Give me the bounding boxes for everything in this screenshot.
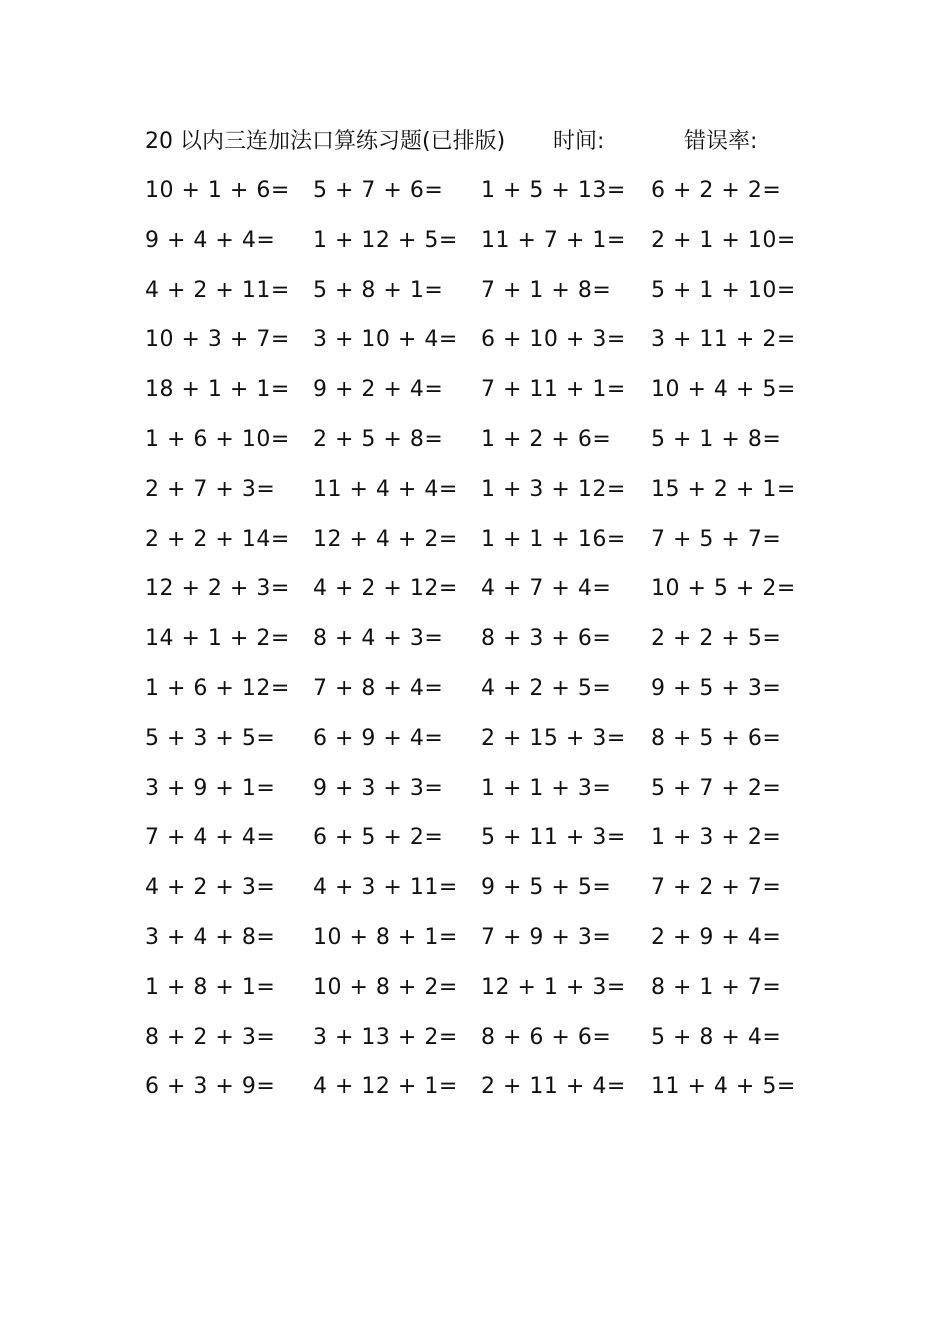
problem-cell: 7 + 4 + 4= bbox=[145, 825, 276, 851]
problem-row bbox=[145, 421, 785, 471]
problem-cell: 5 + 11 + 3= bbox=[481, 825, 626, 851]
problem-cell: 8 + 1 + 7= bbox=[651, 974, 782, 1000]
problem-cell: 7 + 1 + 8= bbox=[481, 277, 612, 303]
problem-cell: 4 + 2 + 11= bbox=[145, 277, 290, 303]
problem-cell: 5 + 7 + 2= bbox=[651, 775, 782, 801]
problem-cell: 3 + 13 + 2= bbox=[313, 1024, 458, 1050]
problem-cell: 6 + 3 + 9= bbox=[145, 1074, 276, 1100]
problem-cell: 4 + 2 + 5= bbox=[481, 675, 612, 701]
problem-cell: 4 + 2 + 12= bbox=[313, 576, 458, 602]
problem-cell: 4 + 3 + 11= bbox=[313, 875, 458, 901]
problem-cell: 4 + 12 + 1= bbox=[313, 1074, 458, 1100]
problem-cell: 5 + 3 + 5= bbox=[145, 725, 276, 751]
problem-cell: 1 + 12 + 5= bbox=[313, 227, 458, 253]
problem-cell: 2 + 2 + 5= bbox=[651, 626, 782, 652]
problem-row bbox=[145, 1019, 785, 1069]
problem-cell: 1 + 6 + 12= bbox=[145, 675, 290, 701]
problem-cell: 8 + 3 + 6= bbox=[481, 626, 612, 652]
problem-cell: 18 + 1 + 1= bbox=[145, 377, 290, 403]
problem-row bbox=[145, 620, 785, 670]
problem-row bbox=[145, 172, 785, 222]
problem-cell: 5 + 8 + 4= bbox=[651, 1024, 782, 1050]
problem-grid bbox=[145, 172, 796, 1118]
problem-cell: 1 + 5 + 13= bbox=[481, 178, 626, 203]
problem-cell: 8 + 5 + 6= bbox=[651, 725, 782, 751]
problem-cell: 6 + 2 + 2= bbox=[651, 178, 782, 203]
problem-cell: 9 + 3 + 3= bbox=[313, 775, 444, 801]
problem-row bbox=[145, 1068, 796, 1118]
problem-cell: 15 + 2 + 1= bbox=[651, 476, 796, 502]
problem-cell: 2 + 11 + 4= bbox=[481, 1074, 626, 1100]
problem-cell: 4 + 2 + 3= bbox=[145, 875, 276, 901]
problem-cell: 2 + 1 + 10= bbox=[651, 227, 796, 253]
problem-row bbox=[145, 570, 796, 620]
problem-cell: 11 + 4 + 4= bbox=[313, 476, 458, 502]
problem-cell: 5 + 7 + 6= bbox=[313, 178, 444, 203]
problem-cell: 10 + 8 + 2= bbox=[313, 974, 458, 1000]
problem-cell: 1 + 1 + 3= bbox=[481, 775, 612, 801]
problem-row bbox=[145, 969, 785, 1019]
problem-cell: 7 + 2 + 7= bbox=[651, 875, 782, 901]
problem-cell: 1 + 8 + 1= bbox=[145, 974, 276, 1000]
problem-cell: 1 + 3 + 12= bbox=[481, 476, 626, 502]
problem-cell: 5 + 1 + 10= bbox=[651, 277, 796, 303]
problem-cell: 2 + 5 + 8= bbox=[313, 426, 444, 452]
problem-cell: 6 + 9 + 4= bbox=[313, 725, 444, 751]
problem-cell: 2 + 15 + 3= bbox=[481, 725, 626, 751]
problem-cell: 8 + 2 + 3= bbox=[145, 1024, 276, 1050]
problem-cell: 12 + 1 + 3= bbox=[481, 974, 626, 1000]
problem-row bbox=[145, 321, 796, 371]
problem-row bbox=[145, 919, 785, 969]
problem-row bbox=[145, 819, 785, 869]
problem-cell: 9 + 5 + 3= bbox=[651, 675, 782, 701]
problem-row bbox=[145, 272, 796, 322]
problem-row bbox=[145, 371, 796, 421]
problem-cell: 5 + 8 + 1= bbox=[313, 277, 444, 303]
problem-row bbox=[145, 720, 785, 770]
problem-cell: 1 + 3 + 2= bbox=[651, 825, 782, 851]
problem-cell: 10 + 8 + 1= bbox=[313, 924, 458, 950]
problem-row bbox=[145, 521, 785, 571]
problem-cell: 6 + 10 + 3= bbox=[481, 327, 626, 353]
problem-cell: 9 + 5 + 5= bbox=[481, 875, 612, 901]
problem-cell: 11 + 7 + 1= bbox=[481, 227, 626, 253]
worksheet-title: 20 以内三连加法口算练习题(已排版) bbox=[145, 129, 506, 154]
problem-row bbox=[145, 670, 785, 720]
problem-cell: 7 + 11 + 1= bbox=[481, 377, 626, 403]
problem-cell: 14 + 1 + 2= bbox=[145, 626, 290, 652]
problem-row bbox=[145, 222, 796, 272]
problem-cell: 1 + 6 + 10= bbox=[145, 426, 290, 452]
problem-cell: 10 + 3 + 7= bbox=[145, 327, 290, 353]
problem-cell: 12 + 4 + 2= bbox=[313, 526, 458, 552]
worksheet-header bbox=[145, 124, 795, 160]
problem-row bbox=[145, 869, 785, 919]
problem-row bbox=[145, 471, 796, 521]
problem-cell: 5 + 1 + 8= bbox=[651, 426, 782, 452]
problem-cell: 9 + 4 + 4= bbox=[145, 227, 276, 253]
problem-cell: 7 + 8 + 4= bbox=[313, 675, 444, 701]
problem-row bbox=[145, 770, 785, 820]
problem-cell: 8 + 6 + 6= bbox=[481, 1024, 612, 1050]
problem-cell: 2 + 7 + 3= bbox=[145, 476, 276, 502]
problem-cell: 7 + 9 + 3= bbox=[481, 924, 612, 950]
problem-cell: 4 + 7 + 4= bbox=[481, 576, 612, 602]
problem-cell: 1 + 1 + 16= bbox=[481, 526, 626, 552]
problem-cell: 6 + 5 + 2= bbox=[313, 825, 444, 851]
problem-cell: 10 + 5 + 2= bbox=[651, 576, 796, 602]
problem-cell: 7 + 5 + 7= bbox=[651, 526, 782, 552]
problem-cell: 3 + 4 + 8= bbox=[145, 924, 276, 950]
problem-cell: 1 + 2 + 6= bbox=[481, 426, 612, 452]
problem-cell: 2 + 2 + 14= bbox=[145, 526, 290, 552]
problem-cell: 10 + 4 + 5= bbox=[651, 377, 796, 403]
problem-cell: 3 + 10 + 4= bbox=[313, 327, 458, 353]
problem-cell: 11 + 4 + 5= bbox=[651, 1074, 796, 1100]
problem-cell: 12 + 2 + 3= bbox=[145, 576, 290, 602]
problem-cell: 9 + 2 + 4= bbox=[313, 377, 444, 403]
problem-cell: 3 + 9 + 1= bbox=[145, 775, 276, 801]
problem-cell: 10 + 1 + 6= bbox=[145, 178, 290, 203]
problem-cell: 3 + 11 + 2= bbox=[651, 327, 796, 353]
problem-cell: 8 + 4 + 3= bbox=[313, 626, 444, 652]
error-rate-label: 错误率: bbox=[684, 129, 758, 154]
problem-cell: 2 + 9 + 4= bbox=[651, 924, 782, 950]
time-label: 时间: bbox=[553, 129, 605, 154]
